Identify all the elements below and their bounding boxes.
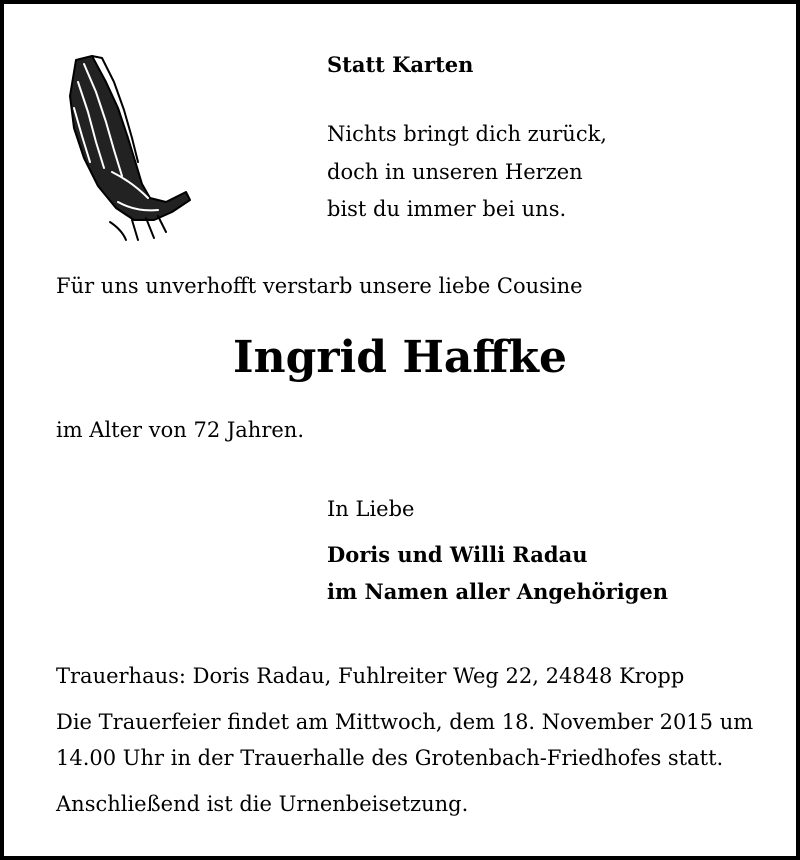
heading: Statt Karten	[327, 52, 474, 77]
poem-line: Nichts bringt dich zurück,	[327, 122, 607, 146]
deceased-name: Ingrid Haffke	[233, 332, 567, 383]
intro-text: Für uns unverhofft verstarb unsere liebe Cousine	[56, 274, 583, 298]
poem-line: doch in unseren Herzen	[327, 160, 583, 184]
ceremony-line: 14.00 Uhr in der Trauerhalle des Grotenbach-Friedhofes statt.	[56, 746, 724, 770]
signatory: Doris und Willi Radau	[327, 542, 588, 567]
poem-line: bist du immer bei uns.	[327, 197, 567, 221]
praying-hands-icon	[62, 52, 194, 244]
closing-text: Anschließend ist die Urnenbeisetzung.	[56, 792, 469, 816]
ceremony-line: Die Trauerfeier findet am Mittwoch, dem 18. November 2015 um	[56, 710, 754, 734]
signatory: im Namen aller Angehörigen	[327, 579, 669, 604]
age-text: im Alter von 72 Jahren.	[56, 418, 305, 442]
mourning-house: Trauerhaus: Doris Radau, Fuhlreiter Weg 22, 24848 Kropp	[56, 664, 685, 688]
farewell-text: In Liebe	[327, 497, 415, 521]
